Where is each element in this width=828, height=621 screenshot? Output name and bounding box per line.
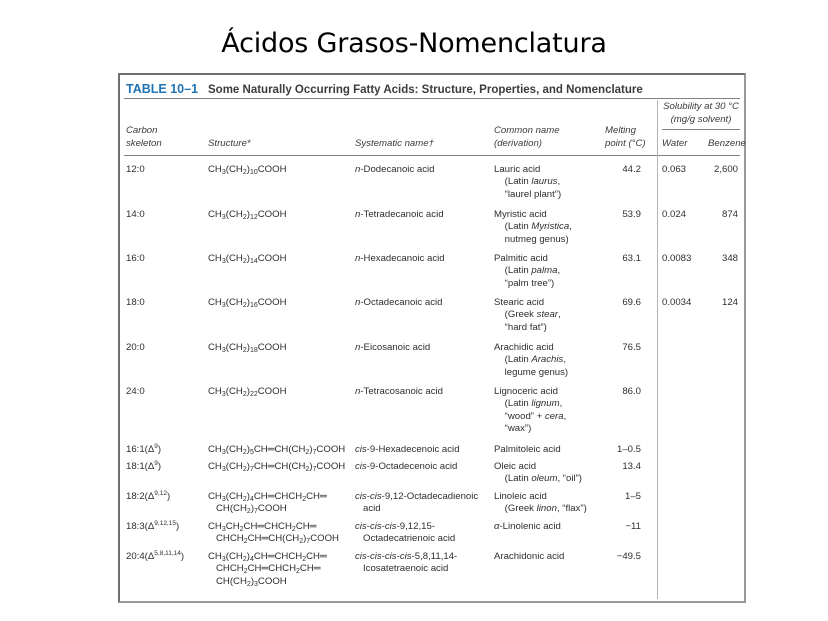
cell-water-solubility: 0.024 [662,209,687,220]
cell-structure: $CH_3(CH_2)_4CH═CHCH_2CH═$ $CH(CH_2)_7COOH$ [208,491,327,516]
cell-common-name: Myristic acid (Latin Myristica, nutmeg genus) [494,209,572,245]
header-melting-line1: Melting [605,125,636,136]
cell-carbon-skeleton: 14:0 [126,209,145,220]
cell-carbon-skeleton: 24:0 [126,386,145,397]
cell-systematic-name: cis-9-Hexadecenoic acid [355,444,460,455]
cell-systematic-name: cis-cis-cis-cis-5,8,11,14- Icosatetraenoic acid [355,551,458,575]
cell-carbon-skeleton: $18:3(\Delta^{9,12,15})$ [126,520,180,532]
cell-melting-point: 1–0.5 [616,444,641,455]
header-carbon-line2: skeleton [126,138,162,149]
header-solubility-line1: Solubility at 30 °C [663,101,739,112]
cell-structure: $CH_3(CH_2)_{12}COOH$ [208,209,287,221]
cell-structure: $CH_3CH_2CH═CHCH_2CH═$ $CHCH_2CH═CH(CH_2)_7COOH$ [208,521,339,546]
header-carbon-line1: Carbon [126,125,158,136]
cell-water-solubility: 0.063 [662,164,687,175]
cell-melting-point: 13.4 [622,461,641,472]
slide-title: Ácidos Grasos-Nomenclatura [221,28,607,59]
cell-melting-point: 76.5 [622,342,641,353]
cell-structure: $CH_3(CH_2)_7CH═CH(CH_2)_7COOH$ [208,461,346,473]
cell-benzene-solubility: 2,600 [713,164,738,175]
cell-carbon-skeleton: $20:4(\Delta^{5,8,11,14})$ [126,550,185,562]
cell-melting-point: 53.9 [622,209,641,220]
cell-systematic-name: cis-cis-9,12-Octadecadienoic acid [355,491,479,515]
cell-systematic-name: n-Tetracosanoic acid [355,386,443,397]
cell-carbon-skeleton: 18:0 [126,297,145,308]
table-caption [126,82,740,96]
cell-common-name: Oleic acid (Latin oleum, “oil”) [494,461,582,485]
cell-structure: $CH_3(CH_2)_{22}COOH$ [208,386,287,398]
cell-carbon-skeleton: $16:1(\Delta^9)$ [126,443,162,455]
cell-common-name: Lauric acid (Latin laurus, “laurel plant”) [494,164,562,200]
header-melting-line2: point (°C) [605,138,646,149]
cell-common-name: Palmitic acid (Latin palma, “palm tree”) [494,253,561,289]
cell-systematic-name: cis-9-Octadecenoic acid [355,461,458,472]
cell-benzene-solubility: 874 [721,209,738,220]
cell-benzene-solubility: 348 [721,253,738,264]
cell-carbon-skeleton: $18:2(\Delta^{9,12})$ [126,490,171,502]
header-solubility-line2: (mg/g solvent) [670,114,732,125]
cell-benzene-solubility: 124 [721,297,738,308]
cell-structure: $CH_3(CH_2)_{18}COOH$ [208,342,287,354]
cell-carbon-skeleton: 20:0 [126,342,145,353]
table-caption-text: Some Naturally Occurring Fatty Acids: Structure, Properties, and Nomenclature [208,84,643,96]
header-melting-point [605,124,646,150]
header-common-line1: Common name [494,125,560,136]
cell-systematic-name: n-Hexadecanoic acid [355,253,445,264]
header-carbon-skeleton [126,124,162,150]
cell-melting-point: 86.0 [622,386,641,397]
header-structure: Structure* [208,138,251,149]
cell-systematic-name: n-Tetradecanoic acid [355,209,444,220]
header-systematic-name: Systematic name† [355,138,434,149]
cell-melting-point: −11 [625,521,641,532]
cell-structure: $CH_3(CH_2)_{10}COOH$ [208,164,287,176]
header-common-name [494,124,560,150]
cell-common-name: Arachidic acid (Latin Arachis, legume genus) [494,342,569,378]
cell-systematic-name: cis-cis-cis-9,12,15- Octadecatrienoic acid [355,521,456,545]
cell-melting-point: 63.1 [622,253,641,264]
header-common-line2: (derivation) [494,138,542,149]
cell-carbon-skeleton: $18:1(\Delta^9)$ [126,460,162,472]
cell-common-name: Arachidonic acid [494,551,565,562]
cell-systematic-name: n-Eicosanoic acid [355,342,431,353]
cell-systematic-name: n-Octadecanoic acid [355,297,443,308]
cell-systematic-name: n-Dodecanoic acid [355,164,435,175]
cell-structure: $CH_3(CH_2)_4CH═CHCH_2CH═$ $CHCH_2CH═CHCH_2CH═$ $CH(CH_2)_3COOH$ [208,551,327,588]
cell-common-name: Palmitoleic acid [494,444,561,455]
cell-melting-point: 1–5 [624,491,641,502]
solubility-rule [662,129,740,130]
header-benzene: Benzene [708,138,746,149]
cell-melting-point: −49.5 [616,551,641,562]
table-number: TABLE 10–1 [126,82,199,96]
header-top-rule [124,98,740,99]
fatty-acids-table [118,73,746,603]
cell-water-solubility: 0.0083 [662,253,692,264]
cell-melting-point: 69.6 [622,297,641,308]
cell-carbon-skeleton: 16:0 [126,253,145,264]
cell-structure: $CH_3(CH_2)_{14}COOH$ [208,253,287,265]
cell-common-name: Lignoceric acid (Latin lignum, “wood” + cera, “wax”) [494,386,567,434]
cell-common-name: Stearic acid (Greek stear, “hard fat”) [494,297,561,333]
header-bottom-rule [124,155,740,156]
cell-carbon-skeleton: 12:0 [126,164,145,175]
cell-melting-point: 44.2 [622,164,641,175]
cell-structure: $CH_3(CH_2)_5CH═CH(CH_2)_7COOH$ [208,444,346,456]
cell-water-solubility: 0.0034 [662,297,692,308]
cell-common-name: α-Linolenic acid [494,521,561,532]
cell-common-name: Linoleic acid (Greek linon, “flax”) [494,491,587,515]
header-solubility [660,100,742,126]
cell-structure: $CH_3(CH_2)_{16}COOH$ [208,297,287,309]
header-water: Water [662,138,688,149]
solubility-divider [657,100,658,599]
